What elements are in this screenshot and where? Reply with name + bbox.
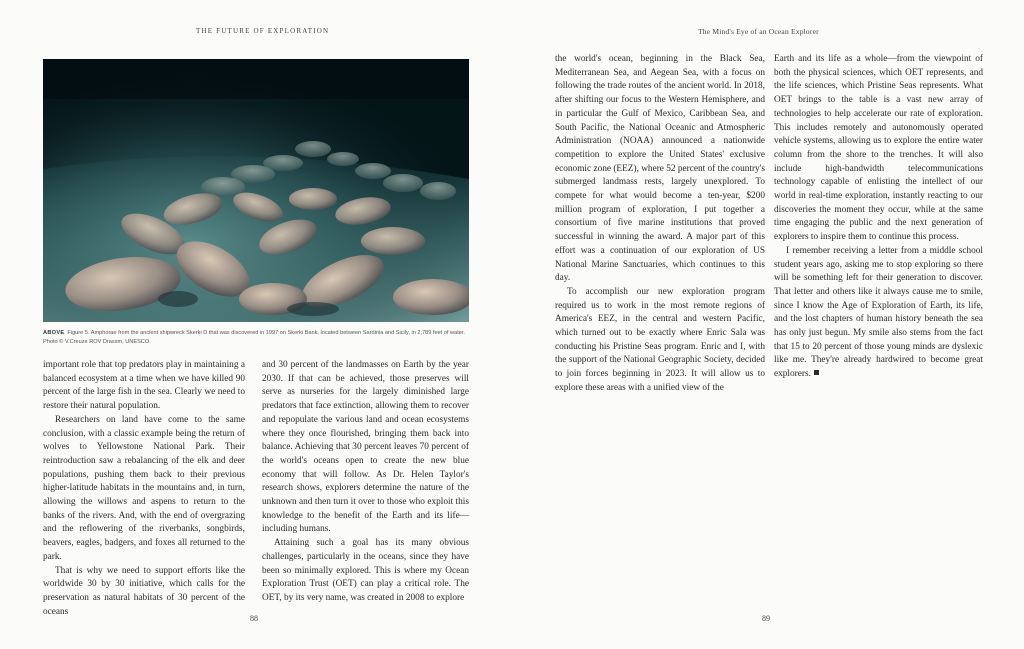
paragraph: Attaining such a goal has its many obvious challenges, particularly in the oceans, since they have been so minimally explored. This is where my Ocean Exploration Trust (OET) can play a critical role. The OET, by its very name, was created in 2008 to explore (262, 538, 469, 603)
paragraph: Earth and its life as a whole—from the viewpoint of both the physical sciences, which OET represents, and the life sciences, which Pristine Seas represents. What OET brings to the table is a vast new array of technologies to help accelerate our rate of exploration. This includes remotely and autonomously operated vehicle systems, allowing us to explore the entire water column from the shore to the trenches. It will also include high-bandwidth telecommunications technology capable of enlisting the intellect of our world in real-time exploration, instantly reacting to our discoveries the moment they occur, while at the same time engaging the public and the next generation of explorers to inspire them to continue this process. (774, 54, 983, 243)
paragraph-final (774, 245, 983, 382)
paragraph: To accomplish our new exploration program required us to work in the most remote regions of America's EEZ, in the central and western Pacific, which turned out to be exactly where Enric Sala was conducting his Pristine Seas program. Enric and I, with the support of the National Geographic Society, decided to join forces beginning in 2023. It will allow us to explore these areas with a unified view of the (555, 286, 765, 393)
caption-text: Figure 5. Amphorae from the ancient shipwreck Skerki D that was discovered in 1997 on Skerki Bank, located between Sardinia and Sicily, in 2,789 feet of water. Photo © V.Creuze ROV Drassm, UNESCO. (43, 330, 465, 345)
figure-caption (43, 329, 469, 346)
running-head-right: The Mind's Eye of an Ocean Explorer (698, 27, 819, 36)
paragraph: That is why we need to support efforts like the worldwide 30 by 30 initiative, which calls for the preservation as natural habitats of 30 percent of the oceans (43, 565, 245, 617)
right-page (512, 0, 1024, 649)
paragraph: important role that top predators play in maintaining a balanced ecosystem at a time when we have killed 90 percent of the large fish in the sea. Clearly we need to restore their natural population. (43, 360, 245, 412)
caption-label: ABOVE (43, 330, 65, 336)
paragraph-text: I remember receiving a letter from a middle school student years ago, asking me to stop exploring so there will be something left for their generation to discover. That letter and others like it always cause me to smile, since I know the Age of Exploration of Earth, its life, and the lost chapters of human history beneath the sea has only just begun. My smile also stems from the fact that 15 to 20 percent of those young minds are dyslexic like me. They're already hardwired to become great explorers. (774, 245, 983, 380)
left-page-column-2 (262, 359, 469, 606)
right-page-column-1 (555, 53, 765, 396)
paragraph: and 30 percent of the landmasses on Earth by the year 2030. If that can be achieved, those preserves will serve as nurseries for the largely diminished large predators that face extinction, allowing them to recover and repopulate the various land and ocean ecosystems where they once flourished, bringing them back into balance. Achieving that 30 percent leaves 70 percent of the world's oceans open to create the new blue economy that will follow. As Dr. Helen Taylor's research shows, explorers determine the nature of the unknown and then turn it over to those who exploit this knowledge to the benefit of the Earth and its life—including humans. (262, 360, 469, 535)
right-page-column-2 (774, 53, 983, 382)
page-number-left: 88 (250, 614, 258, 623)
paragraph: Researchers on land have come to the same conclusion, with a classic example being the return of wolves to Yellowstone National Park. Their reintroduction saw a rebalancing of the elk and deer populations, pushing them back to their previous higher-latitude habitats in the mountains and, in turn, allowing the willows and aspens to return to the banks of the rivers. And, with the end of overgrazing and the reflowering of the riverbanks, songbirds, beavers, eagles, badgers, and foxes all returned to the park. (43, 414, 245, 562)
end-mark-icon (814, 370, 819, 375)
shipwreck-photo (43, 59, 469, 322)
page-number-right: 89 (762, 614, 770, 623)
paragraph: the world's ocean, beginning in the Black Sea, Mediterranean Sea, and Aegean Sea, with a focus on following the trade routes of the ancient world. In 2018, after shifting our focus to the Western Hemisphere, and in particular the Gulf of Mexico, Caribbean Sea, and South Pacific, the National Oceanic and Atmospheric Administration (NOAA) announced a nationwide competition to explore the United States' exclusive economic zone (EEZ), where 52 percent of the country's submerged landmass rests, largely unexplored. To compete for what would become a ten-year, $200 million program of exploration, I put together a consortium of five marine institutions that proved successful in winning the award. A major part of this effort was a continuation of our exploration of US National Marine Sanctuaries, which continues to this day. (555, 54, 765, 284)
left-page-column-1 (43, 359, 245, 619)
running-head-left: THE FUTURE OF EXPLORATION (196, 27, 330, 35)
